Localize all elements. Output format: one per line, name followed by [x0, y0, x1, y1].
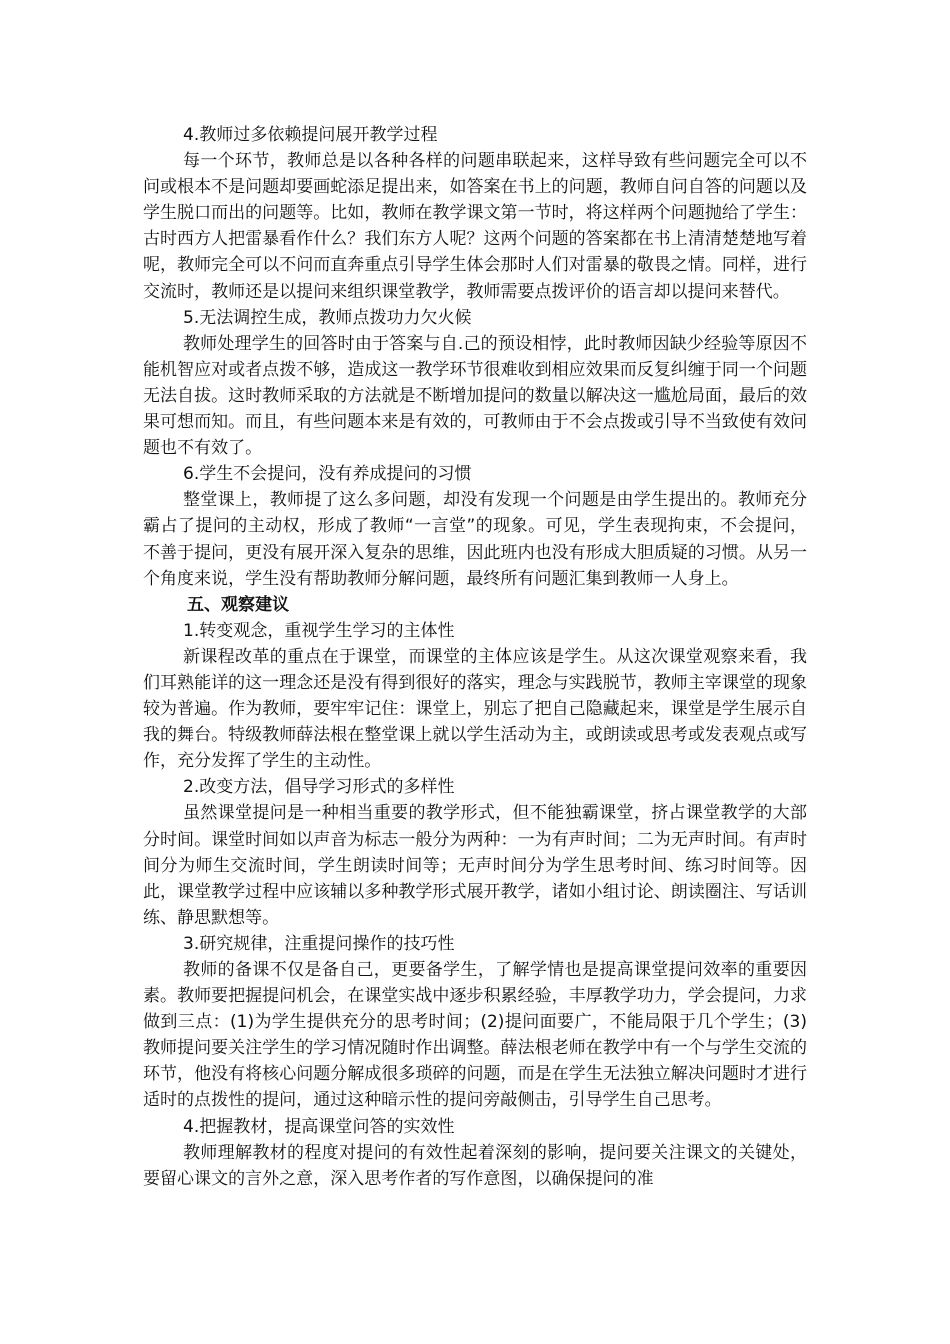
subheading-1-concept: 1.转变观念，重视学生学习的主体性	[183, 620, 455, 641]
paragraph: 教师处理学生的回答时由于答案与自.己的预设相悖，此时教师因缺少经验等原因不能机智应对或者点拨不够，造成这一教学环节很难收到相应效果而反复纠缠于同一个问题无法自拔。这时教师采取的方法就是不断增加提问的数量以解决这一尴尬局面，最后的效果可想而知。而且，有些问题本来是有效的，可教师由于不会点拨或引导不当致使有效问题也不有效了。	[143, 333, 807, 459]
subheading-4-textbook: 4.把握教材，提高课堂问答的实效性	[183, 1116, 455, 1137]
section-title-observation-suggestions: 五、观察建议	[187, 594, 290, 615]
subheading-3-skills: 3.研究规律，注重提问操作的技巧性	[183, 933, 455, 954]
document-page	[143, 122, 807, 1192]
paragraph: 教师的备课不仅是备自己，更要备学生，了解学情也是提高课堂提问效率的重要因素。教师要把握提问机会，在课堂实战中逐步积累经验，丰厚教学功力，学会提问，力求做到三点：(1)为学生提供充分的思考时间；(2)提问面要广，不能局限于几个学生；(3)教师提问要关注学生的学习情况随时作出调整。薛法根老师在教学中有一个与学生交流的环节，他没有将核心问题分解成很多琐碎的问题，而是在学生无法独立解决问题时才进行适时的点拨性的提问，通过这种暗示性的提问旁敲侧击，引导学生自己思考。	[143, 960, 807, 1111]
paragraph: 教师理解教材的程度对提问的有效性起着深刻的影响，提问要关注课文的关键处，要留心课文的言外之意，深入思考作者的写作意图，以确保提问的准	[143, 1142, 807, 1189]
subheading-2-method: 2.改变方法，倡导学习形式的多样性	[183, 777, 455, 798]
paragraph: 每一个环节，教师总是以各种各样的问题串联起来，这样导致有些问题完全可以不问或根本不是问题却要画蛇添足提出来，如答案在书上的问题，教师自问自答的问题以及学生脱口而出的问题等。比如，教师在教学课文第一节时，将这样两个问题抛给了学生：古时西方人把雷暴看作什么？我们东方人呢？这两个问题的答案都在书上清清楚楚地写着呢，教师完全可以不问而直奔重点引导学生体会那时人们对雷暴的敬畏之情。同样，进行交流时，教师还是以提问来组织课堂教学，教师需要点拨评价的语言却以提问来替代。	[143, 151, 807, 302]
paragraph: 虽然课堂提问是一种相当重要的教学形式，但不能独霸课堂，挤占课堂教学的大部分时间。课堂时间如以声音为标志一般分为两种：一为有声时间；二为无声时间。有声时间分为师生交流时间，学生朗读时间等；无声时间分为学生思考时间、练习时间等。因此，课堂教学过程中应该辅以多种教学形式展开教学，诸如小组讨论、朗读圈注、写话训练、静思默想等。	[143, 803, 807, 928]
subheading-4-over-reliance: 4.教师过多依赖提问展开教学过程	[183, 125, 438, 145]
paragraph: 新课程改革的重点在于课堂，而课堂的主体应该是学生。从这次课堂观察来看，我们耳熟能详的这一理念还是没有得到很好的落实，理念与实践脱节，教师主宰课堂的现象较为普遍。作为教师，要牢牢记住：课堂上，别忘了把自己隐藏起来，课堂是学生展示自我的舞台。特级教师薛法根在整堂课上就以学生活动为主，或朗读或思考或发表观点或写作，充分发挥了学生的主动性。	[143, 646, 807, 772]
subheading-6-student-questions: 6.学生不会提问，没有养成提问的习惯	[183, 464, 472, 485]
subheading-5-control: 5.无法调控生成，教师点拨功力欠火候	[183, 307, 472, 328]
paragraph: 整堂课上，教师提了这么多问题，却没有发现一个问题是由学生提出的。教师充分霸占了提问的主动权，形成了教师“一言堂”的现象。可见，学生表现拘束，不会提问，不善于提问，更没有展开深入复杂的思维，因此班内也没有形成大胆质疑的习惯。从另一个角度来说，学生没有帮助教师分解问题，最终所有问题汇集到教师一人身上。	[143, 490, 807, 589]
